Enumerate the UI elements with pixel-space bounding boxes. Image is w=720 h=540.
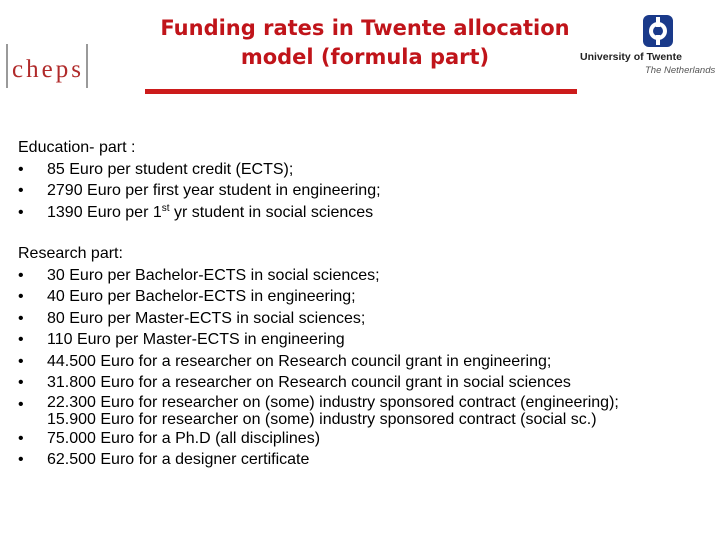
bullet: • — [18, 160, 24, 178]
cheps-logo-bar — [86, 44, 88, 88]
slide-title: Funding rates in Twente allocation model (formula part) — [160, 16, 570, 69]
item-text: 110 Euro per Master-ECTS in engineering — [47, 331, 345, 348]
title-underline — [145, 89, 577, 94]
item-text: 80 Euro per Master-ECTS in social sciences; — [47, 309, 366, 327]
list-item — [18, 329, 619, 351]
list-item — [18, 449, 619, 471]
ut-country: The Netherlands — [645, 65, 716, 76]
bullet: • — [18, 288, 24, 305]
item-text: 62.500 Euro for a designer certificate — [47, 451, 310, 468]
cheps-logo-text: cheps — [12, 56, 84, 83]
list-item — [18, 428, 619, 450]
education-heading: Education- part : — [18, 139, 136, 156]
bullet: • — [18, 182, 24, 199]
cheps-logo — [6, 44, 90, 88]
item-text: 85 Euro per student credit (ECTS); — [47, 160, 294, 178]
list-item — [18, 372, 619, 394]
cheps-logo-bar — [6, 44, 8, 88]
research-section — [18, 243, 619, 471]
item-text: 30 Euro per Bachelor-ECTS in social sciences; — [47, 266, 380, 284]
ut-name: University of Twente — [580, 51, 682, 63]
bullet: • — [18, 395, 24, 413]
item-text-line1: 22.300 Euro for researcher on (some) industry sponsored contract (engineering); — [47, 393, 619, 411]
list-item — [18, 394, 619, 428]
item-text: 75.000 Euro for a Ph.D (all disciplines) — [47, 429, 321, 447]
bullet: • — [18, 352, 24, 370]
university-of-twente-logo — [578, 14, 718, 78]
bullet: • — [18, 451, 24, 468]
list-item — [18, 202, 381, 224]
bullet: • — [18, 429, 24, 447]
education-section — [18, 137, 381, 223]
item-text-line2: 15.900 Euro for researcher on (some) industry sponsored contract (social sc.) — [47, 410, 597, 428]
list-item — [18, 265, 619, 287]
ut-emblem-icon — [642, 14, 674, 48]
list-item — [18, 308, 619, 330]
list-item — [18, 180, 381, 202]
item-text: 2790 Euro per first year student in engineering; — [47, 182, 381, 199]
item-text: 31.800 Euro for a researcher on Research council grant in social sciences — [47, 374, 571, 391]
bullet: • — [18, 309, 24, 327]
bullet: • — [18, 266, 24, 284]
list-item — [18, 351, 619, 373]
research-list — [18, 265, 619, 471]
item-superscript: st — [161, 202, 170, 214]
item-text-prefix: 1390 Euro per 1 — [47, 203, 162, 221]
item-text-suffix: yr student in social sciences — [169, 203, 374, 221]
item-text: 40 Euro per Bachelor-ECTS in engineering; — [47, 288, 356, 305]
bullet: • — [18, 331, 24, 348]
list-item — [18, 286, 619, 308]
bullet: • — [18, 374, 24, 391]
bullet: • — [18, 203, 24, 221]
education-list — [18, 159, 381, 224]
item-text: 44.500 Euro for a researcher on Research council grant in engineering; — [47, 352, 552, 370]
research-heading: Research part: — [18, 245, 123, 262]
list-item — [18, 159, 381, 181]
